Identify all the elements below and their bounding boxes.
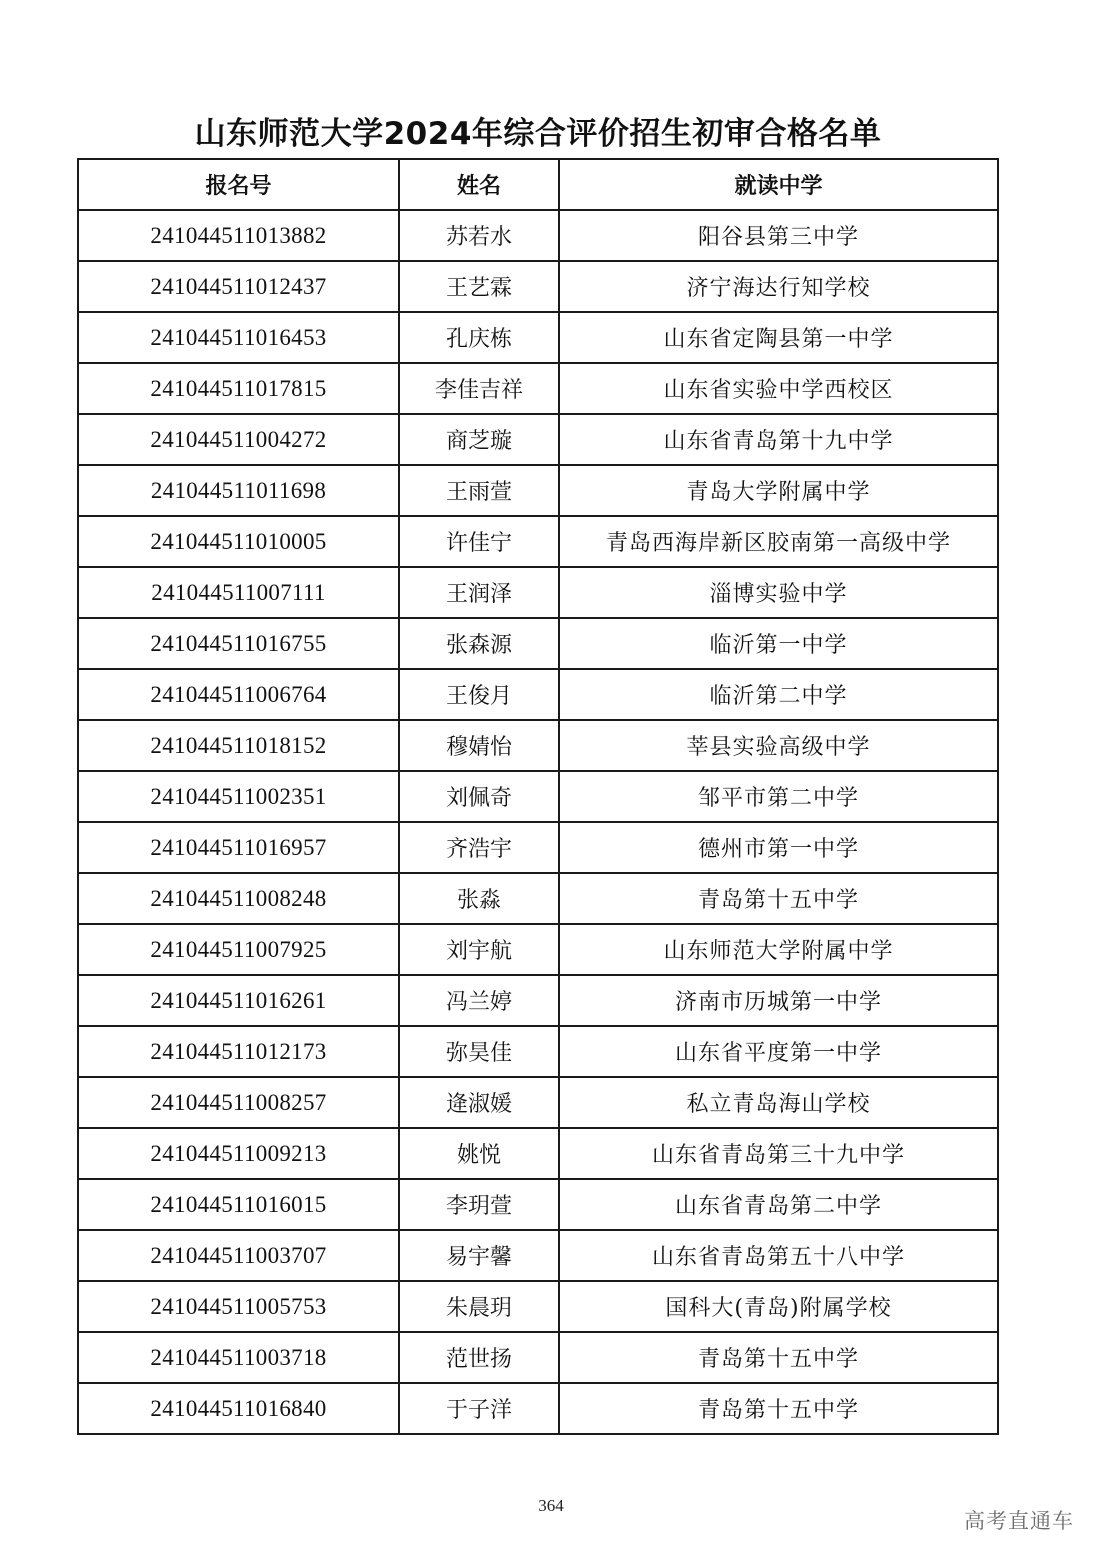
- school-cell: 山东省青岛第十九中学: [559, 414, 998, 465]
- school-cell: 青岛西海岸新区胶南第一高级中学: [559, 516, 998, 567]
- school-cell: 青岛大学附属中学: [559, 465, 998, 516]
- student-name-cell: 弥昊佳: [399, 1026, 559, 1077]
- table-row: [78, 261, 998, 312]
- school-cell: 山东省定陶县第一中学: [559, 312, 998, 363]
- registration-number-cell: 241044511013882: [78, 210, 399, 261]
- table-row: [78, 618, 998, 669]
- header-registration-number: 报名号: [78, 159, 399, 210]
- school-cell: 山东师范大学附属中学: [559, 924, 998, 975]
- table-row: [78, 414, 998, 465]
- qualified-list-table: [77, 158, 999, 1435]
- table-row: [78, 1077, 998, 1128]
- table-row: [78, 873, 998, 924]
- registration-number-cell: 241044511012173: [78, 1026, 399, 1077]
- student-name-cell: 姚悦: [399, 1128, 559, 1179]
- student-name-cell: 许佳宁: [399, 516, 559, 567]
- registration-number-cell: 241044511016015: [78, 1179, 399, 1230]
- registration-number-cell: 241044511012437: [78, 261, 399, 312]
- registration-number-cell: 241044511011698: [78, 465, 399, 516]
- student-name-cell: 商芝璇: [399, 414, 559, 465]
- registration-number-cell: 241044511003707: [78, 1230, 399, 1281]
- registration-number-cell: 241044511016261: [78, 975, 399, 1026]
- registration-number-cell: 241044511008248: [78, 873, 399, 924]
- student-name-cell: 李玥萱: [399, 1179, 559, 1230]
- registration-number-cell: 241044511010005: [78, 516, 399, 567]
- table-row: [78, 567, 998, 618]
- table-header: [78, 159, 998, 210]
- registration-number-cell: 241044511004272: [78, 414, 399, 465]
- table-row: [78, 771, 998, 822]
- student-name-cell: 张淼: [399, 873, 559, 924]
- table-row: [78, 720, 998, 771]
- table-row: [78, 1230, 998, 1281]
- registration-number-cell: 241044511016453: [78, 312, 399, 363]
- table-row: [78, 1026, 998, 1077]
- registration-number-cell: 241044511007925: [78, 924, 399, 975]
- school-cell: 山东省青岛第二中学: [559, 1179, 998, 1230]
- watermark: 高考直通车: [964, 1509, 1074, 1533]
- school-cell: 济南市历城第一中学: [559, 975, 998, 1026]
- school-cell: 青岛第十五中学: [559, 873, 998, 924]
- student-name-cell: 范世扬: [399, 1332, 559, 1383]
- registration-number-cell: 241044511016755: [78, 618, 399, 669]
- school-cell: 临沂第一中学: [559, 618, 998, 669]
- student-name-cell: 王润泽: [399, 567, 559, 618]
- student-name-cell: 易宇馨: [399, 1230, 559, 1281]
- school-cell: 阳谷县第三中学: [559, 210, 998, 261]
- registration-number-cell: 241044511005753: [78, 1281, 399, 1332]
- school-cell: 淄博实验中学: [559, 567, 998, 618]
- registration-number-cell: 241044511016957: [78, 822, 399, 873]
- school-cell: 山东省平度第一中学: [559, 1026, 998, 1077]
- table-row: [78, 210, 998, 261]
- registration-number-cell: 241044511003718: [78, 1332, 399, 1383]
- student-name-cell: 张森源: [399, 618, 559, 669]
- student-name-cell: 逄淑媛: [399, 1077, 559, 1128]
- table-row: [78, 516, 998, 567]
- student-name-cell: 王俊月: [399, 669, 559, 720]
- school-cell: 德州市第一中学: [559, 822, 998, 873]
- school-cell: 私立青岛海山学校: [559, 1077, 998, 1128]
- student-name-cell: 齐浩宇: [399, 822, 559, 873]
- page-number: 364: [538, 1496, 564, 1515]
- document-title: 山东师范大学2024年综合评价招生初审合格名单: [194, 116, 882, 152]
- school-cell: 山东省实验中学西校区: [559, 363, 998, 414]
- registration-number-cell: 241044511002351: [78, 771, 399, 822]
- student-name-cell: 刘宇航: [399, 924, 559, 975]
- table-row: [78, 312, 998, 363]
- student-name-cell: 王雨萱: [399, 465, 559, 516]
- student-name-cell: 朱晨玥: [399, 1281, 559, 1332]
- school-cell: 国科大(青岛)附属学校: [559, 1281, 998, 1332]
- table-row: [78, 975, 998, 1026]
- school-cell: 临沂第二中学: [559, 669, 998, 720]
- school-cell: 青岛第十五中学: [559, 1383, 998, 1434]
- student-name-cell: 苏若水: [399, 210, 559, 261]
- table-row: [78, 822, 998, 873]
- registration-number-cell: 241044511008257: [78, 1077, 399, 1128]
- header-row: [78, 159, 998, 210]
- table-row: [78, 1128, 998, 1179]
- student-name-cell: 李佳吉祥: [399, 363, 559, 414]
- table-body: [78, 210, 998, 1434]
- school-cell: 莘县实验高级中学: [559, 720, 998, 771]
- table-row: [78, 924, 998, 975]
- student-name-cell: 冯兰婷: [399, 975, 559, 1026]
- registration-number-cell: 241044511006764: [78, 669, 399, 720]
- registration-number-cell: 241044511017815: [78, 363, 399, 414]
- table-row: [78, 1179, 998, 1230]
- school-cell: 济宁海达行知学校: [559, 261, 998, 312]
- header-school: 就读中学: [559, 159, 998, 210]
- student-name-cell: 于子洋: [399, 1383, 559, 1434]
- table-row: [78, 669, 998, 720]
- student-name-cell: 孔庆栋: [399, 312, 559, 363]
- student-name-cell: 刘佩奇: [399, 771, 559, 822]
- student-name-cell: 穆婧怡: [399, 720, 559, 771]
- registration-number-cell: 241044511018152: [78, 720, 399, 771]
- table-row: [78, 363, 998, 414]
- school-cell: 邹平市第二中学: [559, 771, 998, 822]
- table-row: [78, 1383, 998, 1434]
- registration-number-cell: 241044511016840: [78, 1383, 399, 1434]
- registration-number-cell: 241044511007111: [78, 567, 399, 618]
- school-cell: 青岛第十五中学: [559, 1332, 998, 1383]
- table-row: [78, 1281, 998, 1332]
- header-name: 姓名: [399, 159, 559, 210]
- student-name-cell: 王艺霖: [399, 261, 559, 312]
- school-cell: 山东省青岛第三十九中学: [559, 1128, 998, 1179]
- school-cell: 山东省青岛第五十八中学: [559, 1230, 998, 1281]
- table-row: [78, 465, 998, 516]
- registration-number-cell: 241044511009213: [78, 1128, 399, 1179]
- table-row: [78, 1332, 998, 1383]
